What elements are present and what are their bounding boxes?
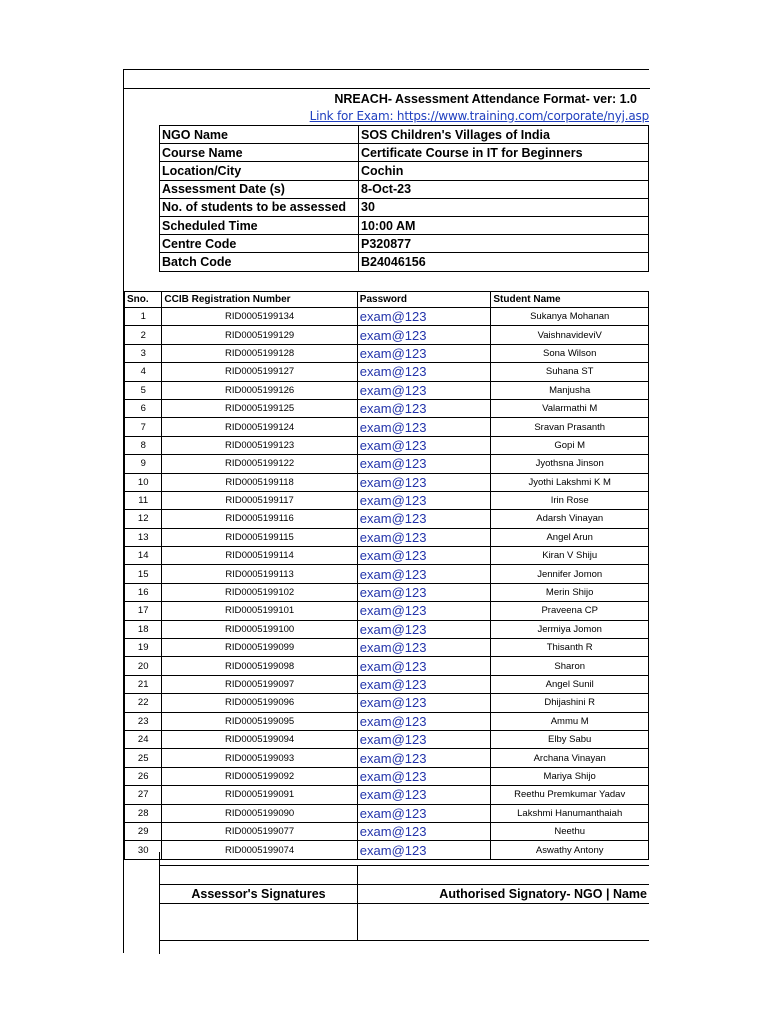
info-row: [160, 144, 649, 162]
cell-sno: 26: [125, 767, 162, 785]
cell-registration: RID0005199134: [162, 308, 357, 326]
cell-sno: 18: [125, 620, 162, 638]
cell-registration: RID0005199114: [162, 547, 357, 565]
student-table: [124, 291, 649, 860]
table-row: [125, 308, 649, 326]
ngo-signature-area[interactable]: [358, 904, 650, 941]
cell-registration: RID0005199095: [162, 712, 357, 730]
cell-sno: 22: [125, 694, 162, 712]
cell-registration: RID0005199101: [162, 602, 357, 620]
cell-student-name: Sukanya Mohanan: [491, 308, 649, 326]
table-row: [125, 547, 649, 565]
blank-cell: [160, 866, 358, 885]
cell-password: exam@123: [357, 657, 491, 675]
cell-password: exam@123: [357, 326, 491, 344]
cell-password: exam@123: [357, 767, 491, 785]
cell-student-name: Sona Wilson: [491, 344, 649, 362]
cell-registration: RID0005199096: [162, 694, 357, 712]
info-value: 10:00 AM: [359, 216, 649, 234]
table-row: [125, 602, 649, 620]
cell-student-name: Jermiya Jomon: [491, 620, 649, 638]
signature-table: [159, 865, 649, 941]
assessor-signature-label: Assessor's Signatures: [160, 885, 358, 904]
cell-sno: 14: [125, 547, 162, 565]
cell-registration: RID0005199090: [162, 804, 357, 822]
cell-sno: 20: [125, 657, 162, 675]
cell-registration: RID0005199127: [162, 363, 357, 381]
cell-password: exam@123: [357, 418, 491, 436]
cell-registration: RID0005199113: [162, 565, 357, 583]
info-row: [160, 253, 649, 271]
info-row: [160, 180, 649, 198]
cell-student-name: VaishnavideviV: [491, 326, 649, 344]
cell-student-name: Merin Shijo: [491, 583, 649, 601]
cell-student-name: Jennifer Jomon: [491, 565, 649, 583]
table-row: [125, 675, 649, 693]
cell-sno: 1: [125, 308, 162, 326]
cell-student-name: Thisanth R: [491, 639, 649, 657]
cell-password: exam@123: [357, 399, 491, 417]
blank-column: [124, 852, 160, 954]
cell-sno: 8: [125, 436, 162, 454]
cell-registration: RID0005199074: [162, 841, 357, 859]
table-row: [125, 436, 649, 454]
info-value: SOS Children's Villages of India: [359, 126, 649, 144]
cell-sno: 3: [125, 344, 162, 362]
cell-student-name: Neethu: [491, 822, 649, 840]
cell-student-name: Irin Rose: [491, 491, 649, 509]
cell-registration: RID0005199091: [162, 786, 357, 804]
cell-password: exam@123: [357, 436, 491, 454]
cell-registration: RID0005199094: [162, 730, 357, 748]
cell-sno: 12: [125, 510, 162, 528]
cell-password: exam@123: [357, 583, 491, 601]
info-value: 30: [359, 198, 649, 216]
table-row: [125, 767, 649, 785]
exam-link[interactable]: Link for Exam: https://www.training.com/corporate/nyj.asp: [309, 109, 649, 123]
cell-sno: 6: [125, 399, 162, 417]
cell-student-name: Mariya Shijo: [491, 767, 649, 785]
cell-sno: 9: [125, 455, 162, 473]
table-row: [125, 381, 649, 399]
info-row: [160, 235, 649, 253]
cell-password: exam@123: [357, 455, 491, 473]
cell-registration: RID0005199099: [162, 639, 357, 657]
table-row: [125, 583, 649, 601]
table-row: [125, 620, 649, 638]
cell-password: exam@123: [357, 822, 491, 840]
table-row: [125, 822, 649, 840]
cell-password: exam@123: [357, 749, 491, 767]
cell-registration: RID0005199126: [162, 381, 357, 399]
cell-sno: 7: [125, 418, 162, 436]
cell-sno: 24: [125, 730, 162, 748]
cell-sno: 16: [125, 583, 162, 601]
cell-student-name: Dhijashini R: [491, 694, 649, 712]
table-row: [125, 326, 649, 344]
header-student-name: Student Name: [491, 292, 649, 308]
cell-student-name: Sravan Prasanth: [491, 418, 649, 436]
cell-sno: 17: [125, 602, 162, 620]
cell-student-name: Aswathy Antony: [491, 841, 649, 859]
cell-password: exam@123: [357, 510, 491, 528]
cell-sno: 10: [125, 473, 162, 491]
cell-registration: RID0005199116: [162, 510, 357, 528]
cell-registration: RID0005199125: [162, 399, 357, 417]
cell-password: exam@123: [357, 675, 491, 693]
cell-password: exam@123: [357, 841, 491, 859]
cell-password: exam@123: [357, 547, 491, 565]
table-row: [125, 491, 649, 509]
info-label: Assessment Date (s): [160, 180, 359, 198]
cell-registration: RID0005199100: [162, 620, 357, 638]
cell-registration: RID0005199098: [162, 657, 357, 675]
cell-registration: RID0005199122: [162, 455, 357, 473]
table-row: [125, 455, 649, 473]
header-registration: CCIB Registration Number: [162, 292, 357, 308]
cell-password: exam@123: [357, 602, 491, 620]
cell-sno: 25: [125, 749, 162, 767]
table-row: [125, 712, 649, 730]
table-row: [125, 804, 649, 822]
sheet-top-bar: [124, 70, 650, 89]
cell-password: exam@123: [357, 694, 491, 712]
cell-registration: RID0005199124: [162, 418, 357, 436]
table-row: [125, 363, 649, 381]
table-row: [125, 694, 649, 712]
info-row: [160, 126, 649, 144]
cell-registration: RID0005199097: [162, 675, 357, 693]
cell-registration: RID0005199123: [162, 436, 357, 454]
cell-student-name: Suhana ST: [491, 363, 649, 381]
cell-sno: 27: [125, 786, 162, 804]
table-row: [125, 639, 649, 657]
table-row: [125, 565, 649, 583]
cell-registration: RID0005199117: [162, 491, 357, 509]
info-value: Certificate Course in IT for Beginners: [359, 144, 649, 162]
attendance-sheet: [123, 69, 649, 953]
cell-password: exam@123: [357, 344, 491, 362]
cell-student-name: Adarsh Vinayan: [491, 510, 649, 528]
ngo-signatory-label: Authorised Signatory- NGO | Name: [358, 885, 650, 904]
cell-student-name: Gopi M: [491, 436, 649, 454]
cell-password: exam@123: [357, 804, 491, 822]
cell-student-name: Jyothi Lakshmi K M: [491, 473, 649, 491]
cell-sno: 29: [125, 822, 162, 840]
cell-sno: 11: [125, 491, 162, 509]
cell-sno: 19: [125, 639, 162, 657]
info-label: NGO Name: [160, 126, 359, 144]
table-row: [125, 528, 649, 546]
cell-registration: RID0005199128: [162, 344, 357, 362]
cell-student-name: Manjusha: [491, 381, 649, 399]
cell-student-name: Valarmathi M: [491, 399, 649, 417]
table-row: [125, 730, 649, 748]
header-sno: Sno.: [125, 292, 162, 308]
info-label: Centre Code: [160, 235, 359, 253]
cell-student-name: Reethu Premkumar Yadav: [491, 786, 649, 804]
cell-student-name: Lakshmi Hanumanthaiah: [491, 804, 649, 822]
blank-cell: [358, 866, 650, 885]
cell-sno: 5: [125, 381, 162, 399]
cell-registration: RID0005199077: [162, 822, 357, 840]
cell-sno: 30: [125, 841, 162, 859]
info-table: [159, 125, 649, 272]
table-row: [125, 657, 649, 675]
table-row: [125, 749, 649, 767]
info-row: [160, 216, 649, 234]
cell-password: exam@123: [357, 381, 491, 399]
cell-student-name: Angel Arun: [491, 528, 649, 546]
header-password: Password: [357, 292, 491, 308]
cell-registration: RID0005199093: [162, 749, 357, 767]
table-row: [125, 418, 649, 436]
cell-password: exam@123: [357, 473, 491, 491]
info-label: Batch Code: [160, 253, 359, 271]
document-title: NREACH- Assessment Attendance Format- ver: 1.0: [334, 92, 637, 106]
cell-password: exam@123: [357, 620, 491, 638]
table-row: [125, 344, 649, 362]
cell-password: exam@123: [357, 639, 491, 657]
cell-password: exam@123: [357, 712, 491, 730]
cell-student-name: Archana Vinayan: [491, 749, 649, 767]
info-value: P320877: [359, 235, 649, 253]
cell-sno: 13: [125, 528, 162, 546]
assessor-signature-area[interactable]: [160, 904, 358, 941]
cell-student-name: Kiran V Shiju: [491, 547, 649, 565]
cell-password: exam@123: [357, 363, 491, 381]
table-row: [125, 841, 649, 859]
info-label: Location/City: [160, 162, 359, 180]
cell-password: exam@123: [357, 491, 491, 509]
cell-sno: 2: [125, 326, 162, 344]
info-value: Cochin: [359, 162, 649, 180]
cell-registration: RID0005199118: [162, 473, 357, 491]
cell-sno: 23: [125, 712, 162, 730]
cell-student-name: Angel Sunil: [491, 675, 649, 693]
cell-registration: RID0005199115: [162, 528, 357, 546]
cell-password: exam@123: [357, 786, 491, 804]
cell-sno: 21: [125, 675, 162, 693]
cell-student-name: Ammu M: [491, 712, 649, 730]
info-label: Course Name: [160, 144, 359, 162]
table-row: [125, 473, 649, 491]
info-value: B24046156: [359, 253, 649, 271]
cell-password: exam@123: [357, 565, 491, 583]
cell-registration: RID0005199092: [162, 767, 357, 785]
cell-password: exam@123: [357, 308, 491, 326]
cell-student-name: Sharon: [491, 657, 649, 675]
cell-sno: 28: [125, 804, 162, 822]
cell-password: exam@123: [357, 730, 491, 748]
cell-sno: 15: [125, 565, 162, 583]
cell-password: exam@123: [357, 528, 491, 546]
cell-registration: RID0005199129: [162, 326, 357, 344]
table-row: [125, 786, 649, 804]
info-value: 8-Oct-23: [359, 180, 649, 198]
info-label: Scheduled Time: [160, 216, 359, 234]
info-row: [160, 162, 649, 180]
cell-sno: 4: [125, 363, 162, 381]
table-row: [125, 510, 649, 528]
cell-student-name: Jyothsna Jinson: [491, 455, 649, 473]
table-row: [125, 399, 649, 417]
cell-student-name: Elby Sabu: [491, 730, 649, 748]
cell-registration: RID0005199102: [162, 583, 357, 601]
cell-student-name: Praveena CP: [491, 602, 649, 620]
info-row: [160, 198, 649, 216]
info-label: No. of students to be assessed: [160, 198, 359, 216]
